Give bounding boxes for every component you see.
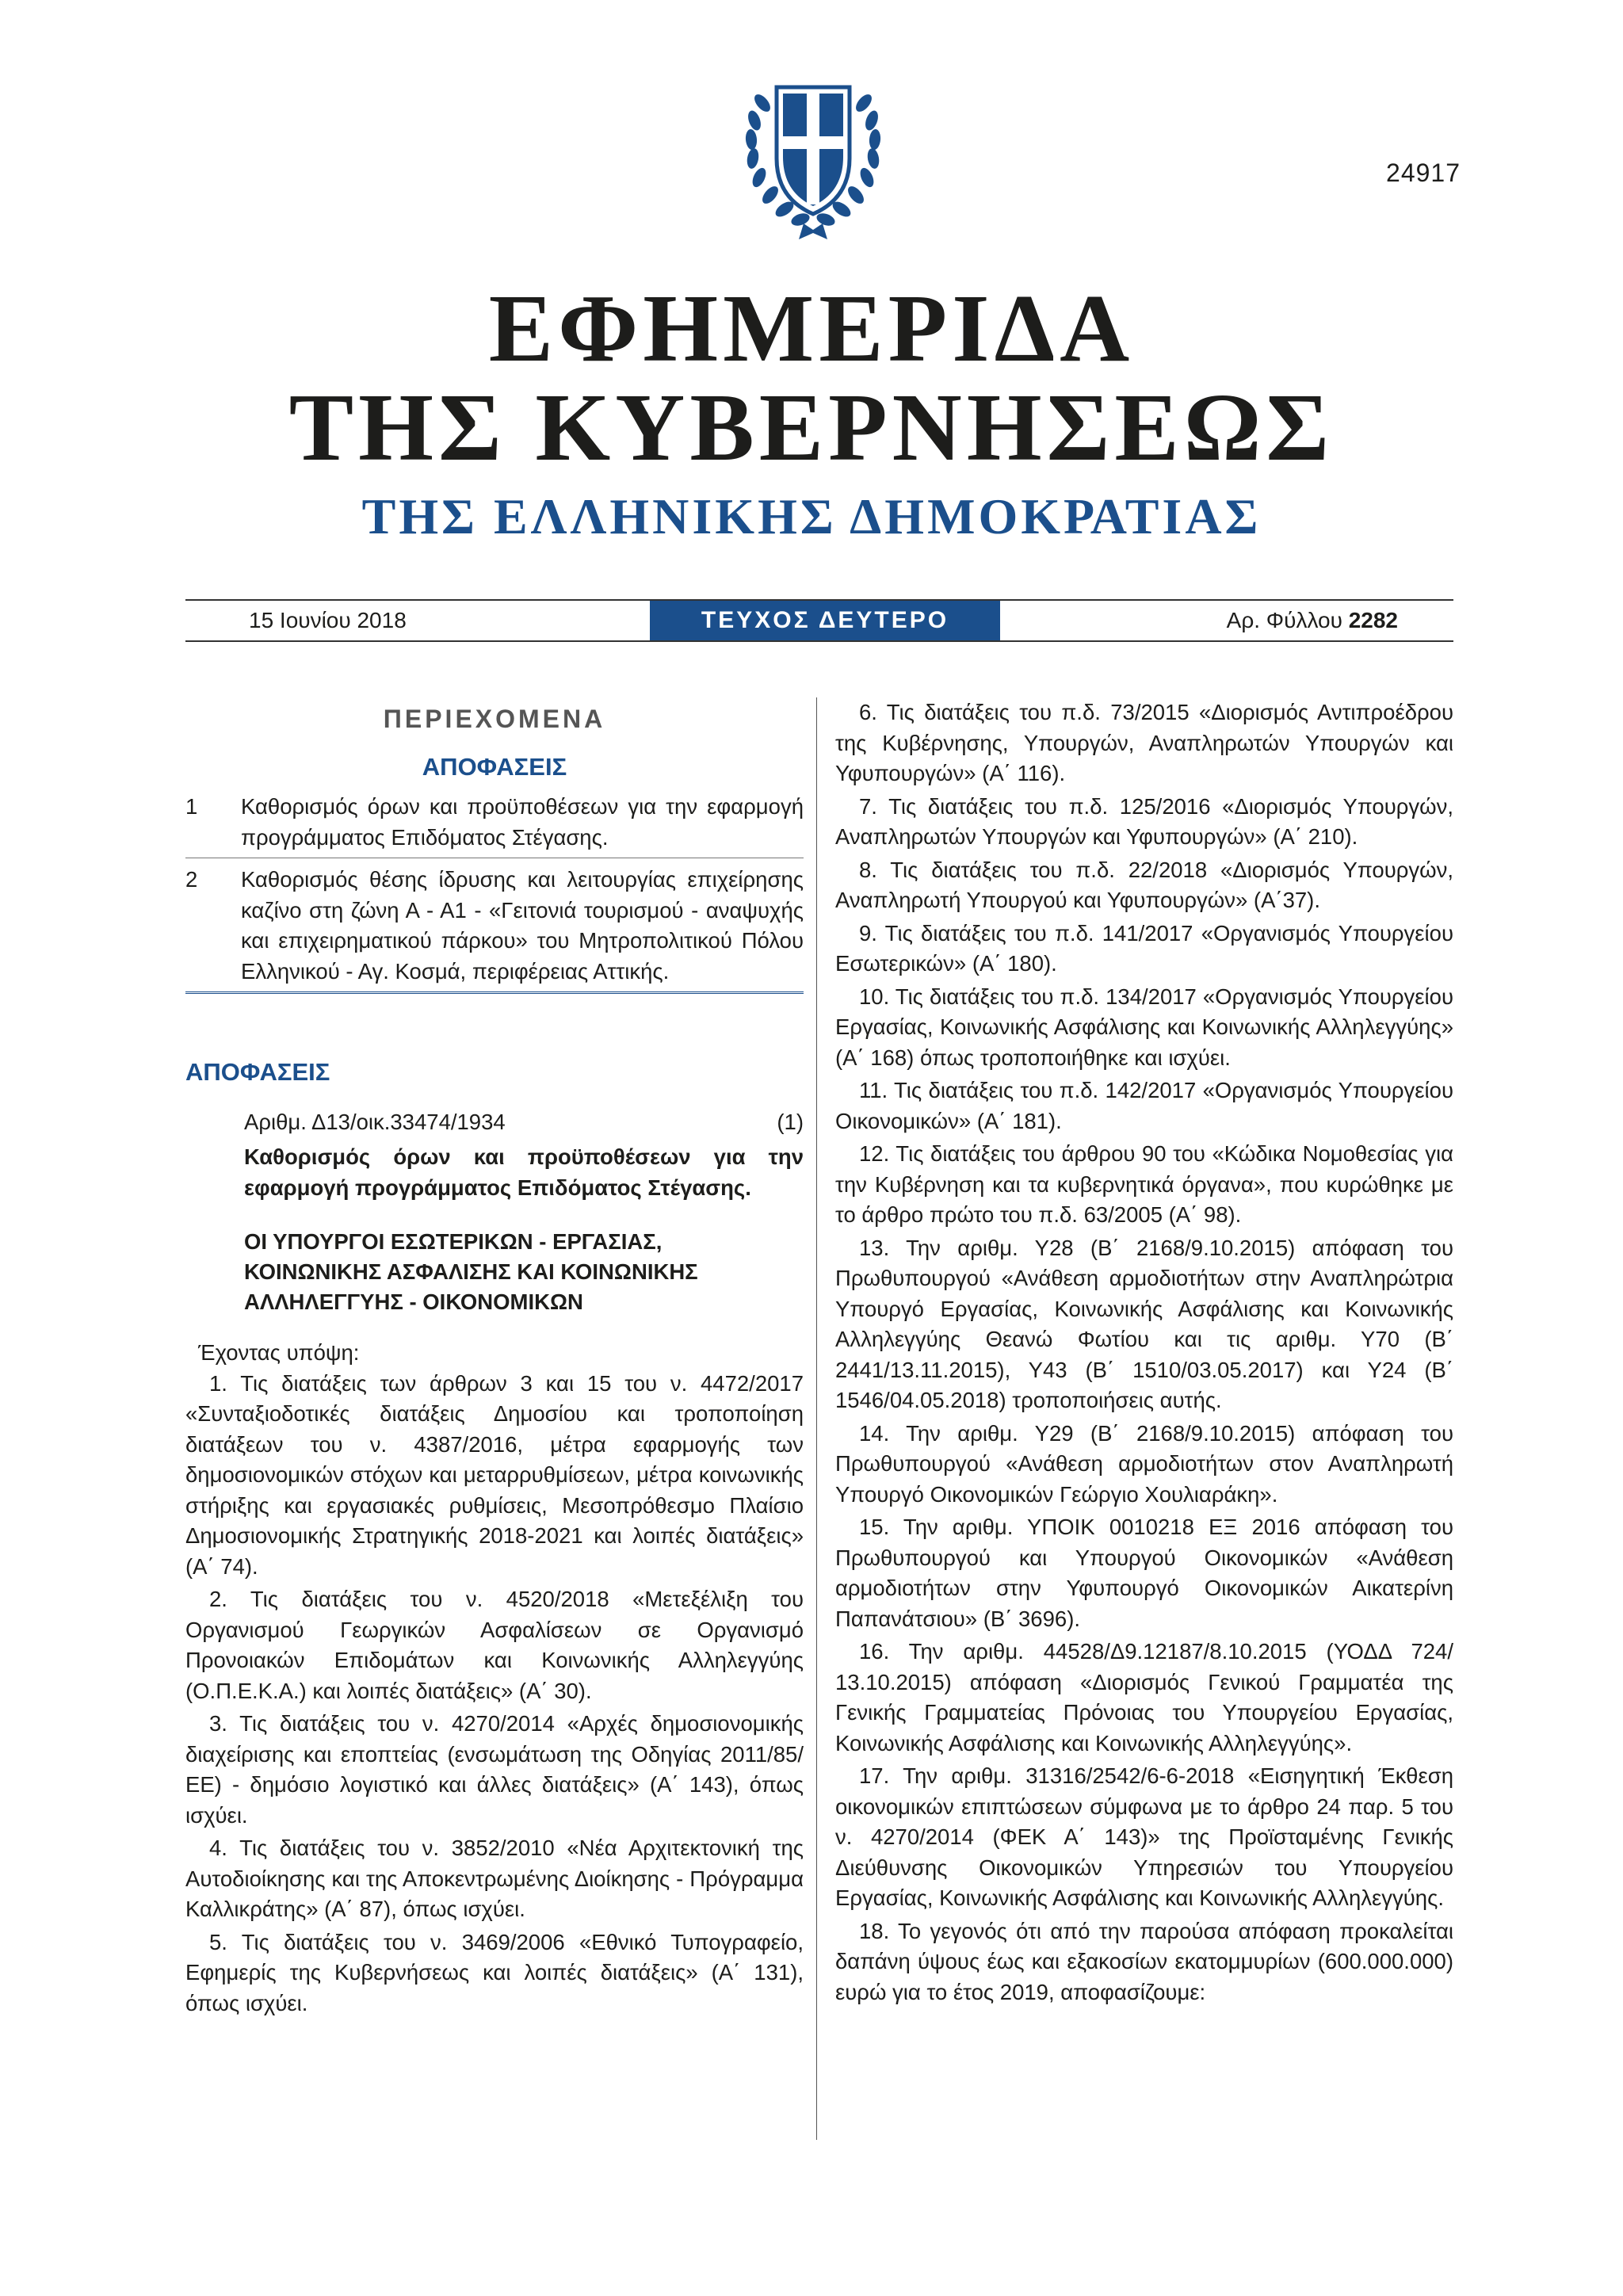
ministers-line: ΚΟΙΝΩΝΙΚΗΣ ΑΣΦΑΛΙΣΗΣ ΚΑΙ ΚΟΙΝΩΝΙΚΗΣ	[244, 1259, 698, 1284]
ministers-line: ΟΙ ΥΠΟΥΡΓΟΙ ΕΣΩΤΕΡΙΚΩΝ - ΕΡΓΑΣΙΑΣ,	[244, 1229, 663, 1254]
considering-label: Έχοντας υπόψη:	[198, 1340, 360, 1365]
paragraph: 8. Τις διατάξεις του π.δ. 22/2018 «Διορισμός Υπουργών, Αναπληρωτή Υπουργού και Υφυπουργών» (Α΄37).	[835, 857, 1453, 912]
left-paragraphs	[185, 1369, 804, 2019]
masthead-subtitle: ΤΗΣ ΕΛΛΗΝΙΚΗΣ ΔΗΜΟΚΡΑΤΙΑΣ	[361, 488, 1262, 544]
sheet-number-value: 2282	[1348, 608, 1398, 632]
column-divider	[816, 697, 817, 2140]
contents-section-title: ΑΠΟΦΑΣΕΙΣ	[422, 752, 567, 781]
ministers-line: ΑΛΛΗΛΕΓΓΥΗΣ - ΟΙΚΟΝΟΜΙΚΩΝ	[244, 1289, 583, 1314]
paragraph: 18. Το γεγονός ότι από την παρούσα απόφαση προκαλείται δαπάνη ύψους έως και εξακοσίων εκατομμυρίων (600.000.000) ευρώ για το έτος 2019, αποφασίζουμε:	[835, 1918, 1453, 2004]
decision-reference	[185, 1107, 804, 1138]
issue-series: ΤΕΥΧΟΣ ΔΕΥΤΕΡΟ	[650, 601, 1000, 640]
toc-item-number: 1	[185, 794, 198, 819]
paragraph: 14. Την αριθμ. Υ29 (Β΄ 2168/9.10.2015) απόφαση του Πρωθυπουργού «Ανάθεση αρμοδιοτήτων στον Αναπληρωτή Υπουργό Οικονομικών Γεώργιο Χουλιαράκη».	[835, 1420, 1453, 1507]
paragraph: 3. Τις διατάξεις του ν. 4270/2014 «Αρχές δημοσιονομικής διαχείρισης και εποπτείας (ενσωμάτωση της Οδηγίας 2011/85/ΕΕ) - δημόσιο λογιστικό και άλλες διατάξεις» (Α΄ 143), όπως ισχύει.	[185, 1711, 804, 1828]
coat-of-arms-icon	[745, 71, 881, 242]
paragraph: 7. Τις διατάξεις του π.δ. 125/2016 «Διορισμός Υπουργών, Αναπληρωτών Υπουργών και Υφυπουργών» (Α΄ 210).	[835, 793, 1453, 849]
toc-item[interactable]	[185, 790, 804, 858]
paragraph: 4. Τις διατάξεις του ν. 3852/2010 «Νέα Αρχιτεκτονική της Αυτοδιοίκησης και της Αποκεντρωμένης Διοίκησης - Πρόγραμμα Καλλικράτης» (Α΄ 87), όπως ισχύει.	[185, 1836, 804, 1921]
sheet-number	[1227, 601, 1398, 640]
paragraph: 11. Τις διατάξεις του π.δ. 142/2017 «Οργανισμός Υπουργείου Οικονομικών» (Α΄ 181).	[835, 1078, 1453, 1133]
table-of-contents	[185, 790, 804, 994]
shield	[777, 87, 850, 214]
decision-title: Καθορισμός όρων και προϋποθέσεων για την εφαρμογή προγράμματος Επιδόματος Στέγασης.	[244, 1144, 804, 1200]
paragraph: 15. Την αριθμ. ΥΠΟΙΚ 0010218 ΕΞ 2016 απόφαση του Πρωθυπουργού και Υπουργού Οικονομικών «Ανάθεση αρμοδιοτήτων στην Υφυπουργό Οικονομικών Αικατερίνη Παπανάτσιου» (Β΄ 3696).	[835, 1515, 1453, 1631]
toc-item-text: Καθορισμός όρων και προϋποθέσεων για την εφαρμογή προγράμματος Επιδόματος Στέγασης.	[241, 794, 804, 850]
paragraph: 5. Τις διατάξεις του ν. 3469/2006 «Εθνικό Τυπογραφείο, Εφημερίς της Κυβερνήσεως και λοιπές διατάξεις» (Α΄ 131), όπως ισχύει.	[185, 1929, 804, 2015]
paragraph: 2. Τις διατάξεις του ν. 4520/2018 «Μετεξέλιξη του Οργανισμού Γεωργικών Ασφαλίσεων σε Οργανισμό Προνοιακών Επιδομάτων και Κοινωνικής Αλληλεγγύης (Ο.Π.Ε.Κ.Α.) και λοιπές διατάξεις» (Α΄ 30).	[185, 1587, 804, 1703]
toc-item-number: 2	[185, 867, 198, 892]
paragraph: 6. Τις διατάξεις του π.δ. 73/2015 «Διορισμός Αντιπροέδρου της Κυβέρνησης, Υπουργών, Αναπληρωτών Υπουργών και Υφυπουργών» (Α΄ 116).	[835, 700, 1453, 785]
decisions-section-title: ΑΠΟΦΑΣΕΙΣ	[185, 1058, 330, 1086]
page-number: 24917	[1386, 159, 1461, 187]
paragraph: 1. Τις διατάξεις των άρθρων 3 και 15 του ν. 4472/2017 «Συνταξιοδοτικές διατάξεις Δημοσίου και τροποποίηση διατάξεων του ν. 4387/2016, μέτρα εφαρμογής των δημοσιονομικών στόχων και μεταρρυθμίσεων, μέτρα κοινωνικής στήριξης και εργασιακές ρυθμίσεις, Μεσοπρόθεσμο Πλαίσιο Δημοσιονομικής Στρατηγικής 2018-2021 και λοιπές διατάξεις» (Α΄ 74).	[185, 1370, 804, 1579]
masthead-title-line2: ΤΗΣ ΚΥΒΕΡΝΗΣΕΩΣ	[288, 374, 1335, 481]
ministers-heading	[185, 1227, 804, 1317]
paragraph: 17. Την αριθμ. 31316/2542/6-6-2018 «Εισηγητική Έκθεση οικονομικών επιπτώσεων σύμφωνα με το άρθρο 24 παρ. 5 του ν. 4270/2014 (ΦΕΚ Α΄ 143)» της Προϊσταμένης Γενικής Διεύθυνσης Οικονομικών Υπηρεσιών του Υπουργείου Εργασίας, Κοινωνικής Ασφάλισης και Κοινωνικής Αλληλεγγύης.	[835, 1763, 1453, 1910]
left-column	[185, 697, 804, 2021]
contents-title: ΠΕΡΙΕΧΟΜΕΝΑ	[383, 705, 606, 733]
toc-item-text: Καθορισμός θέσης ίδρυσης και λειτουργίας επιχείρησης καζίνο στη ζώνη Α - Α1 - «Γειτονιά τουρισμού - αναψυχής και επιχειρηματικού πάρκου» του Μητροπολιτικού Πόλου Ελληνικού - Αγ. Κοσμά, περιφέρειας Αττικής.	[241, 867, 804, 984]
decision-item-number: (1)	[777, 1109, 804, 1134]
sheet-label: Αρ. Φύλλου	[1226, 608, 1342, 632]
issue-date: 15 Ιουνίου 2018	[249, 608, 407, 632]
right-column	[835, 697, 1453, 2010]
paragraph: 10. Τις διατάξεις του π.δ. 134/2017 «Οργανισμός Υπουργείου Εργασίας, Κοινωνικής Ασφάλισης και Κοινωνικής Αλληλεγγύης» (Α΄ 168) όπως τροποποιήθηκε και ισχύει.	[835, 984, 1453, 1070]
paragraph: 9. Τις διατάξεις του π.δ. 141/2017 «Οργανισμός Υπουργείου Εσωτερικών» (Α΄ 180).	[835, 920, 1453, 976]
paragraph: 16. Την αριθμ. 44528/Δ9.12187/8.10.2015 (ΥΟΔΔ 724/ 13.10.2015) απόφαση «Διορισμός Γενικού Γραμματέα της Γενικής Γραμματείας Πρόνοιας του Υπουργείου Εργασίας, Κοινωνικής Ασφάλισης και Κοινωνικής Αλληλεγγύης».	[835, 1639, 1453, 1755]
masthead-title-line1: ΕΦΗΜΕΡΙΔΑ	[488, 275, 1135, 382]
issue-header-bar	[185, 599, 1453, 642]
paragraph: 12. Τις διατάξεις του άρθρου 90 του «Κώδικα Νομοθεσίας για την Κυβέρνηση και τα κυβερνητικά όργανα», που κυρώθηκε με το άρθρο πρώτο του π.δ. 63/2005 (Α΄ 98).	[835, 1141, 1453, 1227]
paragraph: 13. Την αριθμ. Υ28 (Β΄ 2168/9.10.2015) απόφαση του Πρωθυπουργού «Ανάθεση αρμοδιοτήτων στην Αναπληρώτρια Υπουργό Εργασίας, Κοινωνικής Ασφάλισης και Κοινωνικής Αλληλεγγύης Θεανώ Φωτίου και τις αριθμ. Υ70 (Β΄ 2441/13.11.2015), Υ43 (Β΄ 1510/03.05.2017) και Υ24 (Β΄ 1546/04.05.2018) τροποποιήσεις αυτής.	[835, 1235, 1453, 1412]
decision-ref-number: Αριθμ. Δ13/οικ.33474/1934	[244, 1109, 506, 1134]
toc-item[interactable]	[185, 863, 804, 994]
